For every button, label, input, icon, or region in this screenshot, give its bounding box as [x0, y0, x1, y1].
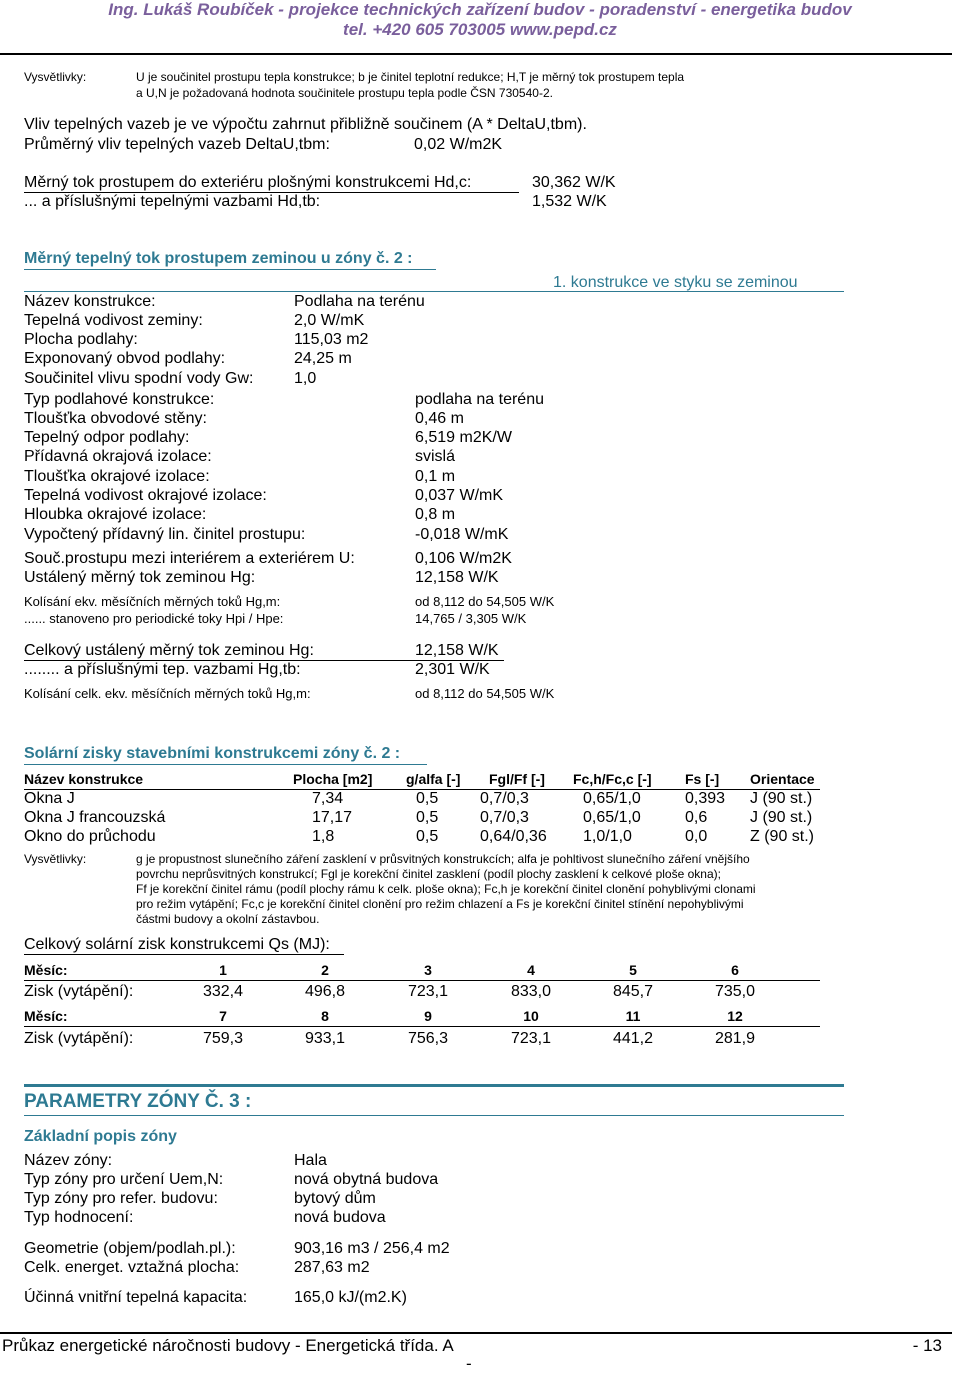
avg-bridge-label: Průměrný vliv tepelných vazeb DeltaU,tbm: [24, 136, 330, 153]
table-cell: 0,64/0,36 [480, 828, 547, 845]
zone-row-value: Hala [294, 1152, 327, 1169]
month: 7 [219, 1008, 227, 1024]
page-number: - 13 [912, 1336, 942, 1355]
row-label: Hloubka okrajové izolace: [24, 506, 207, 523]
table-cell: J (90 st.) [750, 790, 813, 807]
month-label: Měsíc: [24, 962, 68, 978]
month: 12 [727, 1008, 743, 1024]
col-header: Fgl/Ff [-] [489, 771, 545, 787]
col-header: g/alfa [-] [406, 771, 461, 787]
legend-line-1: U je součinitel prostupu tepla konstrukce; b je činitel teplotní redukce; H,T je měrný tok prostupem tepla [136, 70, 685, 84]
ground-title-underline [24, 269, 436, 270]
gain: 933,1 [304, 1030, 346, 1047]
table-cell: 1,8 [312, 828, 335, 845]
month: 11 [625, 1008, 641, 1024]
table-cell: 0,5 [416, 790, 439, 807]
zone3-title-underline [24, 1115, 844, 1116]
kol-value: od 8,112 do 54,505 W/K [415, 594, 555, 609]
kol-label: Kolísání ekv. měsíčních měrných toků Hg,m: [24, 594, 281, 609]
table-cell: 1,0/1,0 [583, 828, 632, 845]
table-cell: Okna J [24, 790, 75, 807]
zone-row-label: Celk. energet. vztažná plocha: [24, 1259, 240, 1276]
hg-label: Ustálený měrný tok zeminou Hg: [24, 569, 256, 586]
construction-title: 1. konstrukce ve styku se zeminou [553, 274, 798, 291]
ground-title: Měrný tepelný tok prostupem zeminou u zóny č. 2 : [24, 250, 413, 267]
hdtb-value: 1,532 W/K [532, 193, 607, 210]
row-label: Exponovaný obvod podlahy: [24, 350, 226, 367]
zone-row-value: nová budova [294, 1209, 386, 1226]
gain: 759,3 [202, 1030, 244, 1047]
month-label: Měsíc: [24, 1008, 68, 1024]
capacity-label: Účinná vnitřní tepelná kapacita: [24, 1289, 248, 1306]
hg-value: 12,158 W/K [415, 569, 499, 586]
zone-row-label: Typ zóny pro refer. budovu: [24, 1190, 218, 1207]
row-label: Plocha podlahy: [24, 331, 138, 348]
table-cell: Okno do průchodu [24, 828, 156, 845]
col-header: Plocha [m2] [293, 771, 373, 787]
footer-dash: - [466, 1354, 472, 1373]
table-cell: 0,393 [685, 790, 726, 807]
month: 5 [629, 962, 637, 978]
table-cell: Okna J francouzská [24, 809, 166, 826]
row-value: Podlaha na terénu [294, 293, 425, 310]
header-line-1: Ing. Lukáš Roubíček - projekce technických zařízení budov - poradenství - energetika budov [108, 0, 852, 19]
row-label: Typ podlahové konstrukce: [24, 391, 215, 408]
hdc-value: 30,362 W/K [532, 174, 616, 191]
table-cell: 17,17 [312, 809, 353, 826]
hpi-value: 14,765 / 3,305 W/K [415, 611, 527, 626]
u-value: 0,106 W/m2K [415, 550, 512, 567]
capacity-value: 165,0 kJ/(m2.K) [294, 1289, 407, 1306]
month: 8 [321, 1008, 329, 1024]
solar-total-title: Celkový solární zisk konstrukcemi Qs (MJ): [24, 936, 330, 953]
gain: 496,8 [304, 983, 346, 1000]
row-label: Tloušťka okrajové izolace: [24, 468, 210, 485]
table-cell: 0,7/0,3 [480, 809, 529, 826]
gain: 756,3 [407, 1030, 449, 1047]
table-cell: 0,5 [416, 828, 439, 845]
hdtb-label: ... a příslušnými tepelnými vazbami Hd,tb: [24, 193, 321, 210]
row-label: Tloušťka obvodové stěny: [24, 410, 207, 427]
table-cell: 0,6 [685, 809, 708, 826]
gain: 845,7 [612, 983, 654, 1000]
header-divider [0, 53, 952, 55]
gain: 723,1 [407, 983, 449, 1000]
table-cell: 0,7/0,3 [480, 790, 529, 807]
solar-legend-line: pro režim vytápění; Fc,c je korekční činitel clonění pro režim chlazení a Fs je korekční činitel stínění nepohyblivými [136, 897, 744, 911]
row-value: -0,018 W/mK [415, 526, 509, 543]
table-cell: Z (90 st.) [750, 828, 815, 845]
gain: 441,2 [612, 1030, 654, 1047]
month: 9 [424, 1008, 432, 1024]
table-cell: 0,65/1,0 [583, 809, 641, 826]
zone-row-label: Typ zóny pro určení Uem,N: [24, 1171, 224, 1188]
zone-row-label: Geometrie (objem/podlah.pl.): [24, 1240, 236, 1257]
solar-legend-label: Vysvětlivky: [24, 852, 87, 866]
row-value: 24,25 m [294, 350, 352, 367]
gain: 332,4 [202, 983, 244, 1000]
months-divider [24, 1026, 820, 1027]
row-label: Název konstrukce: [24, 293, 156, 310]
row-value: 0,1 m [415, 468, 456, 485]
months-divider [24, 980, 820, 981]
month: 10 [523, 1008, 539, 1024]
gain: 281,9 [714, 1030, 756, 1047]
col-header: Orientace [750, 771, 815, 787]
month: 4 [527, 962, 535, 978]
gain-label: Zisk (vytápění): [24, 1030, 134, 1047]
header-line-2: tel. +420 605 703005 www.pepd.cz [343, 20, 617, 39]
gain: 723,1 [510, 1030, 552, 1047]
month: 6 [731, 962, 739, 978]
row-value: podlaha na terénu [415, 391, 544, 408]
row-value: 2,0 W/mK [294, 312, 365, 329]
row-value: 0,037 W/mK [415, 487, 504, 504]
zone3-subtitle: Základní popis zóny [24, 1128, 177, 1145]
total-hg-label: Celkový ustálený měrný tok zeminou Hg: [24, 642, 314, 659]
zone-row-value: nová obytná budova [294, 1171, 439, 1188]
solar-legend-line: g je propustnost slunečního záření zasklení v průsvitných konstrukcích; alfa je pohltivost slunečního záření vnějšího [136, 852, 750, 866]
gain: 735,0 [714, 983, 756, 1000]
row-label: Vypočtený přídavný lin. činitel prostupu: [24, 526, 306, 543]
table-cell: 7,34 [312, 790, 344, 807]
row-label: Přídavná okrajová izolace: [24, 448, 212, 465]
avg-bridge-value: 0,02 W/m2K [414, 136, 503, 153]
gain-label: Zisk (vytápění): [24, 983, 134, 1000]
kol2-label: Kolísání celk. ekv. měsíčních měrných toků Hg,m: [24, 686, 311, 701]
footer-left: Průkaz energetické náročnosti budovy - Energetická třída. A [2, 1336, 454, 1355]
row-value: 115,03 m2 [294, 331, 369, 348]
solar-title-underline [24, 764, 427, 765]
month: 2 [321, 962, 329, 978]
row-value: 0,8 m [415, 506, 456, 523]
row-value: 1,0 [294, 370, 317, 387]
hgtb-label: ........ a příslušnými tep. vazbami Hg,tb: [24, 661, 301, 678]
col-header: Fc,h/Fc,c [-] [573, 771, 652, 787]
row-value: 0,46 m [415, 410, 464, 427]
row-label: Součinitel vlivu spodní vody Gw: [24, 370, 254, 387]
solar-total-underline [24, 954, 344, 955]
zone-row-value: 903,16 m3 / 256,4 m2 [294, 1240, 450, 1257]
hgtb-value: 2,301 W/K [415, 661, 490, 678]
table-cell: 0,5 [416, 809, 439, 826]
zone-row-label: Typ hodnocení: [24, 1209, 134, 1226]
footer-divider [0, 1332, 952, 1334]
total-hg-value: 12,158 W/K [415, 642, 499, 659]
u-label: Souč.prostupu mezi interiérem a exteriérem U: [24, 550, 355, 567]
table-cell: J (90 st.) [750, 809, 813, 826]
solar-legend-line: povrchu neprůsvitných konstrukcí; Fgl je korekční činitel zasklení (podíl plochy zasklení k celkové ploše okna); [136, 867, 721, 881]
zone-row-label: Název zóny: [24, 1152, 113, 1169]
zone3-title: PARAMETRY ZÓNY Č. 3 : [24, 1091, 252, 1112]
zone-row-value: 287,63 m2 [294, 1259, 370, 1276]
legend-line-2: a U,N je požadovaná hodnota součinitele prostupu tepla podle ČSN 730540-2. [136, 86, 553, 100]
solar-title: Solární zisky stavebními konstrukcemi zóny č. 2 : [24, 745, 401, 762]
col-header: Název konstrukce [24, 771, 144, 787]
row-label: Tepelná vodivost zeminy: [24, 312, 203, 329]
legend-label: Vysvětlivky: [24, 70, 87, 84]
solar-legend-line: částmi budovy a okolní zástavbou. [136, 912, 320, 926]
gain: 833,0 [510, 983, 552, 1000]
zone3-top-rule [24, 1084, 844, 1087]
month: 1 [219, 962, 227, 978]
thermal-bridges-note: Vliv tepelných vazeb je ve výpočtu zahrnut přibližně součinem (A * DeltaU,tbm). [24, 116, 587, 133]
kol2-value: od 8,112 do 54,505 W/K [415, 686, 555, 701]
hdc-label: Měrný tok prostupem do exteriéru plošnými konstrukcemi Hd,c: [24, 174, 472, 191]
col-header: Fs [-] [685, 771, 720, 787]
construction-divider [24, 291, 844, 292]
row-label: Tepelná vodivost okrajové izolace: [24, 487, 267, 504]
row-label: Tepelný odpor podlahy: [24, 429, 190, 446]
table-cell: 0,0 [685, 828, 708, 845]
row-value: 6,519 m2K/W [415, 429, 512, 446]
month: 3 [424, 962, 432, 978]
solar-legend-line: Ff je korekční činitel rámu (podíl plochy rámu k celk. ploše okna); Fc,h je korekční činitel clonění pohyblivými clonami [136, 882, 756, 896]
hpi-label: ...... stanoveno pro periodické toky Hpi / Hpe: [24, 611, 284, 626]
table-cell: 0,65/1,0 [583, 790, 641, 807]
row-value: svislá [415, 448, 456, 465]
zone-row-value: bytový dům [294, 1190, 376, 1207]
